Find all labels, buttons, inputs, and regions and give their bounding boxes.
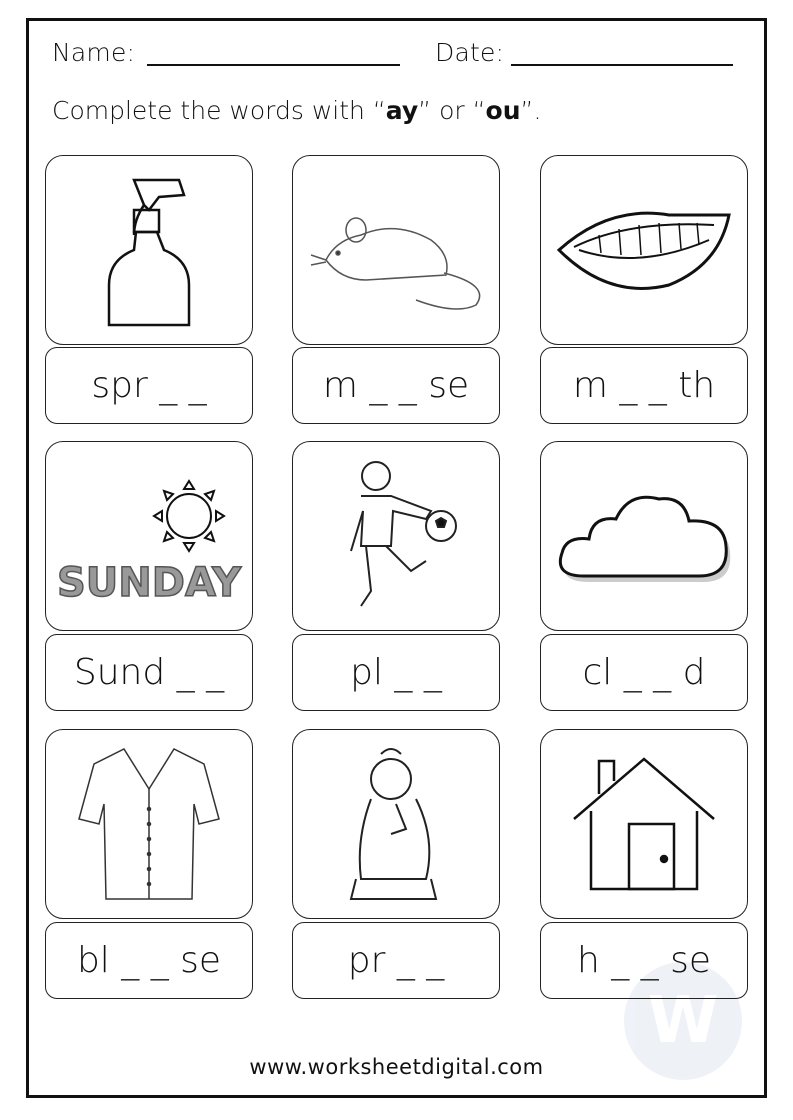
instruction-text [52, 96, 541, 125]
mouse-icon [306, 185, 486, 315]
picture-boy-playing [292, 441, 500, 631]
footer-url: www.worksheetdigital.com [249, 1055, 544, 1079]
picture-house [540, 729, 748, 919]
name-field[interactable] [147, 64, 400, 66]
mouth-icon [549, 195, 739, 305]
date-field[interactable] [511, 64, 733, 66]
word-blank: cl _ _ d [540, 634, 748, 711]
word-blank: pr _ _ [292, 922, 500, 999]
picture-cloud [540, 441, 748, 631]
girl-praying-icon [336, 739, 456, 909]
picture-mouse [292, 155, 500, 345]
word-blank: h _ _ se [540, 922, 748, 999]
word-blank: m _ _ th [540, 347, 748, 424]
instruction-part: ” or “ [418, 96, 486, 125]
blouse-icon [74, 739, 224, 909]
sun-icon [54, 461, 244, 611]
word-blank: pl _ _ [292, 634, 500, 711]
date-label: Date: [435, 38, 505, 67]
house-icon [569, 749, 719, 899]
instruction-part: Complete the words with “ [52, 96, 386, 125]
picture-girl-praying [292, 729, 500, 919]
picture-sunday [45, 441, 253, 631]
sunday-picture-text: SUNDAY [56, 560, 242, 606]
option-ay: ay [385, 96, 419, 125]
picture-mouth [540, 155, 748, 345]
watermark-letter: W [647, 984, 719, 1058]
picture-spray-bottle [45, 155, 253, 345]
name-label: Name: [52, 38, 136, 67]
word-blank: spr _ _ [45, 347, 253, 424]
boy-soccer-icon [331, 451, 461, 621]
spray-bottle-icon [89, 165, 209, 335]
picture-blouse [45, 729, 253, 919]
word-blank: Sund _ _ [45, 634, 253, 711]
cloud-icon [554, 481, 734, 591]
instruction-part: ”. [520, 96, 542, 125]
word-blank: m _ _ se [292, 347, 500, 424]
option-ou: ou [485, 96, 521, 125]
word-blank: bl _ _ se [45, 922, 253, 999]
